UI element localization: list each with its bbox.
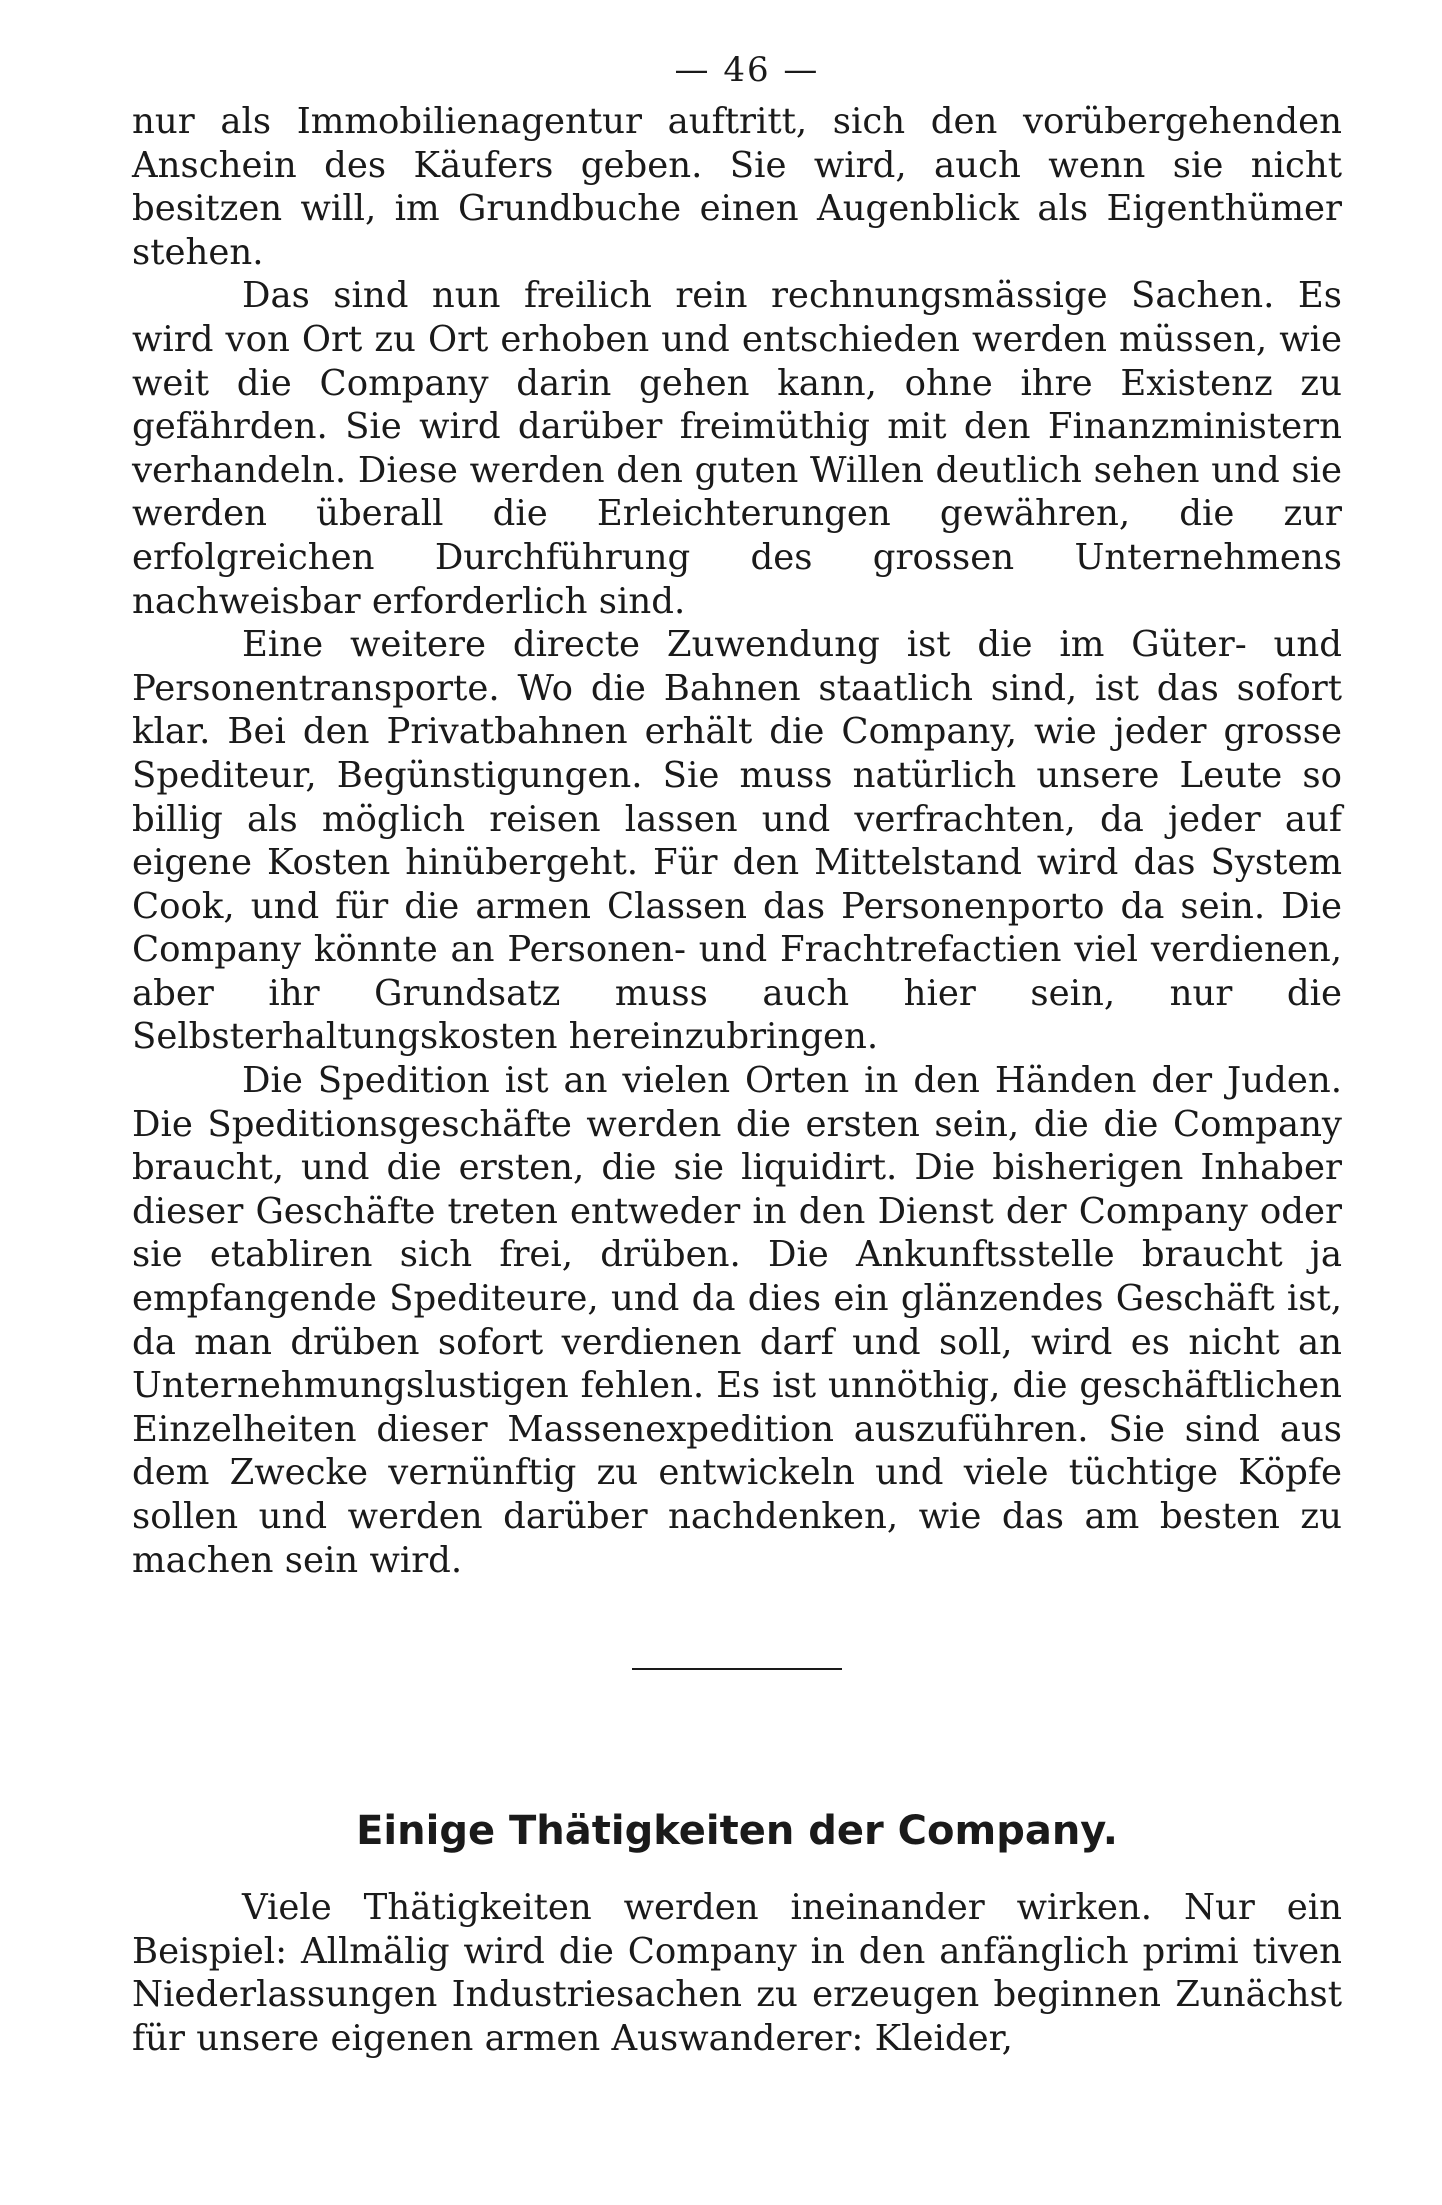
section-divider	[632, 1668, 842, 1670]
paragraph-transport: Eine weitere directe Zuwendung ist die im Güter- und Personentransporte. Wo die Bahnen staatlich sind, ist das sofort klar. Bei den Privatbahnen erhält die Company, wie jeder grosse Spediteur, Begünstigungen. Sie muss natürlich unsere Leute so billig als möglich reisen lassen und verfrachten, da jeder auf eigene Kosten hinübergeht. Für den Mittelstand wird das System Cook, und für die armen Classen das Personenporto da sein. Die Company könnte an Personen- und Frachtrefactien viel verdienen, aber ihr Grundsatz muss auch hier sein, nur die Selbsterhaltungskosten hereinzubringen.	[132, 624, 1342, 1058]
book-page	[132, 40, 1342, 2061]
paragraph-finance: Das sind nun freilich rein rechnungsmässige Sachen. Es wird von Ort zu Ort erhoben und entschieden werden müssen, wie weit die Company darin gehen kann, ohne ihre Existenz zu gefährden. Sie wird darüber freimüthig mit den Finanzministern verhandeln. Diese werden den guten Willen deutlich sehen und sie werden überall die Erleichterungen gewähren, die zur erfolgreichen Durchführung des grossen Unternehmens nachweisbar erforderlich sind.	[132, 275, 1342, 622]
paragraph-section-intro: Viele Thätigkeiten werden ineinander wirken. Nur ein Beispiel: Allmälig wird die Company in den anfänglich primi tiven Niederlassungen Industriesachen zu erzeugen beginnen Zunächst für unsere eigenen armen Auswanderer: Kleider,	[132, 1887, 1342, 2059]
paragraph-spedition: Die Spedition ist an vielen Orten in den Händen der Juden. Die Speditionsgeschäfte werden die ersten sein, die die Company braucht, und die ersten, die sie liquidirt. Die bisherigen Inhaber dieser Geschäfte treten entweder in den Dienst der Company oder sie etabliren sich frei, drüben. Die Ankunftsstelle braucht ja empfangende Spediteure, und da dies ein glänzendes Geschäft ist, da man drüben sofort verdienen darf und soll, wird es nicht an Unternehmungslustigen fehlen. Es ist unnöthig, die geschäftlichen Einzelheiten dieser Massenexpedition auszuführen. Sie sind aus dem Zwecke vernünftig zu entwickeln und viele tüchtige Köpfe sollen und werden darüber nachdenken, wie das am besten zu machen sein wird.	[132, 1060, 1342, 1581]
paragraph-continued: nur als Immobilienagentur auftritt, sich den vorübergehenden Anschein des Käufers geben. Sie wird, auch wenn sie nicht besitzen will, im Grundbuche einen Augenblick als Eigenthümer stehen.	[132, 101, 1342, 273]
section-heading: Einige Thätigkeiten der Company.	[356, 1808, 1118, 1855]
page-number: — 46 —	[674, 50, 820, 90]
